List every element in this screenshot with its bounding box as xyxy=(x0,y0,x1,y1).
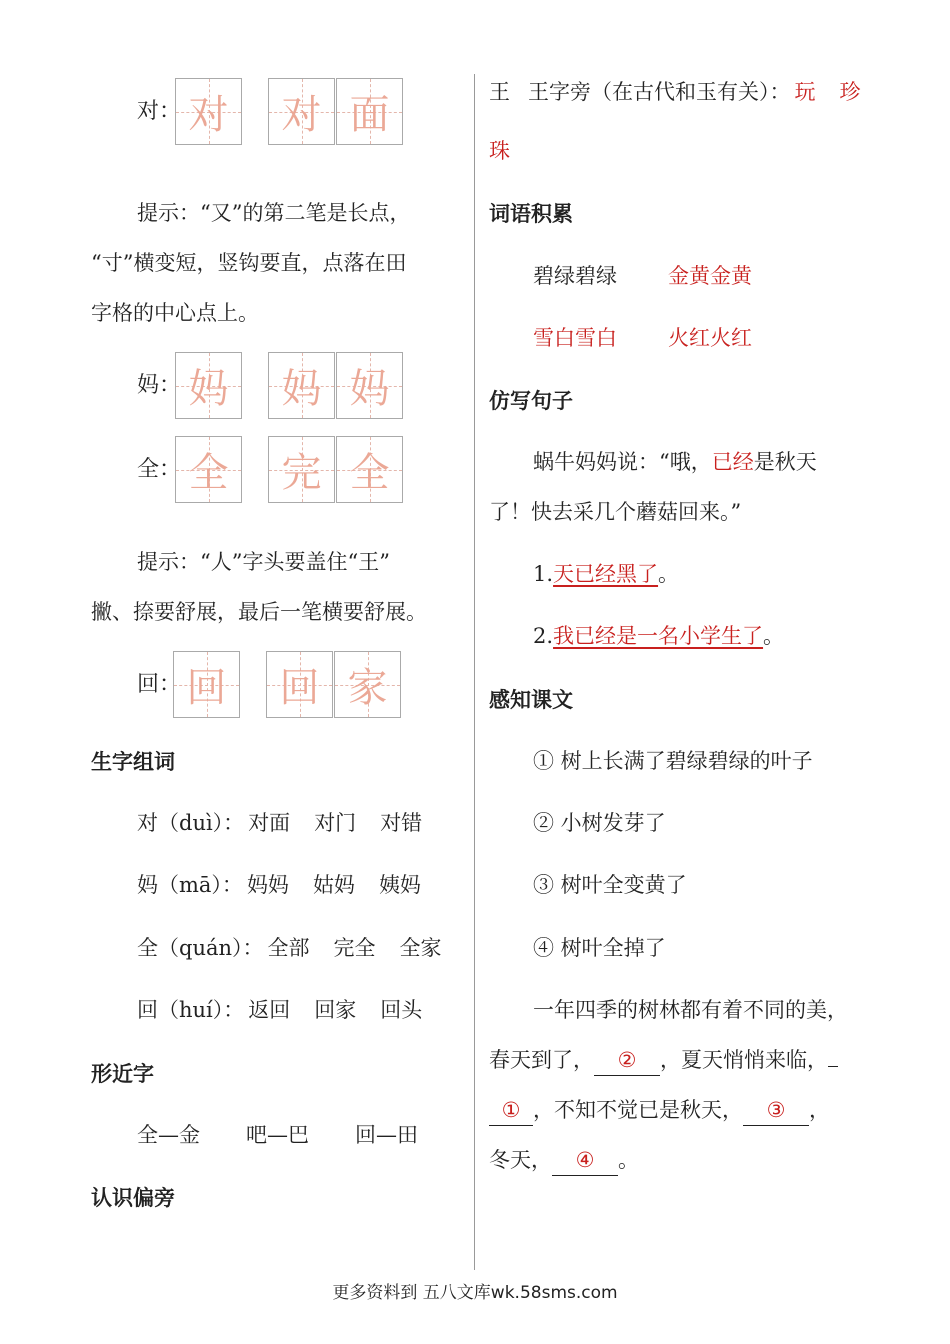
answer-blank: ③ xyxy=(743,1095,809,1126)
section-title-imitate: 仿写句子 xyxy=(489,389,573,413)
paragraph-line: ① ，不知不觉已是秋天， ③ ， xyxy=(489,1095,830,1126)
char-label: 回： xyxy=(137,672,182,697)
word-row: 妈（mā）： 妈妈 姑妈 姨妈 xyxy=(137,873,421,897)
practice-cell: 对 xyxy=(268,78,335,145)
practice-cell: 对 xyxy=(175,78,242,145)
section-title-similar: 形近字 xyxy=(91,1062,154,1086)
answer-blank: ④ xyxy=(552,1145,618,1176)
tip1-line: 提示：“又”的第二笔是长点， xyxy=(137,201,411,225)
tip1-line: 字格的中心点上。 xyxy=(91,301,259,325)
practice-cell: 妈 xyxy=(336,352,403,419)
practice-cell: 全 xyxy=(175,436,242,503)
list-item: ① 树上长满了碧绿碧绿的叶子 xyxy=(533,749,813,773)
char-label: 对： xyxy=(137,99,182,124)
practice-cell: 家 xyxy=(334,651,401,718)
word-row: 对（duì）： 对面 对门 对错 xyxy=(137,811,423,835)
phrase: 雪白雪白 xyxy=(533,326,617,350)
answer-blank: ② xyxy=(594,1045,660,1076)
column-divider xyxy=(474,74,475,1270)
char-label: 妈： xyxy=(137,373,182,398)
section-title-phrases: 词语积累 xyxy=(489,202,573,226)
practice-cell: 妈 xyxy=(268,352,335,419)
example-2: 2.我已经是一名小学生了。 xyxy=(533,624,785,648)
example-1: 1.天已经黑了。 xyxy=(533,562,680,586)
char-label: 全： xyxy=(137,457,182,482)
section-title-radical: 认识偏旁 xyxy=(91,1186,175,1210)
practice-cell: 回 xyxy=(173,651,240,718)
paragraph-line: 一年四季的树林都有着不同的美， xyxy=(533,998,848,1022)
tip2-line: 提示：“人”字头要盖住“王” xyxy=(137,550,390,574)
paragraph-line: 春天到了， ② ，夏天悄悄来临， xyxy=(489,1045,838,1076)
practice-cell: 全 xyxy=(336,436,403,503)
phrase: 火红火红 xyxy=(668,326,752,350)
model-sentence: 蜗牛妈妈说：“哦，已经是秋天 xyxy=(533,450,817,474)
paragraph-line: 冬天， ④ 。 xyxy=(489,1145,639,1176)
practice-cell: 妈 xyxy=(175,352,242,419)
practice-cell: 完 xyxy=(268,436,335,503)
list-item: ③ 树叶全变黄了 xyxy=(533,873,687,897)
list-item: ④ 树叶全掉了 xyxy=(533,936,666,960)
phrase: 金黄金黄 xyxy=(668,264,752,288)
footer-text: 更多资料到 五八文库wk.58sms.com xyxy=(332,1283,618,1303)
practice-cell: 回 xyxy=(266,651,333,718)
radical-line: 王 王字旁（在古代和玉有关）： 玩 珍 xyxy=(489,80,861,104)
list-item: ② 小树发芽了 xyxy=(533,811,666,835)
section-title-words: 生字组词 xyxy=(91,750,175,774)
model-sentence-line2: 了！快去采几个蘑菇回来。” xyxy=(489,500,742,524)
answer-blank: ① xyxy=(489,1095,533,1126)
phrase: 碧绿碧绿 xyxy=(533,264,617,288)
practice-cell: 面 xyxy=(336,78,403,145)
radical-glyph: 王 xyxy=(489,80,510,104)
tip2-line: 撇、捺要舒展，最后一笔横要舒展。 xyxy=(91,600,427,624)
word-row: 全（quán）： 全部 完全 全家 xyxy=(137,936,442,960)
tip1-line: “寸”横变短，竖钩要直，点落在田 xyxy=(91,251,407,275)
similar-row: 全—金 吧—巴 回—田 xyxy=(137,1123,418,1147)
radical-example: 珠 xyxy=(489,139,510,163)
section-title-perceive: 感知课文 xyxy=(489,688,573,712)
word-row: 回（huí）： 返回 回家 回头 xyxy=(137,998,423,1022)
